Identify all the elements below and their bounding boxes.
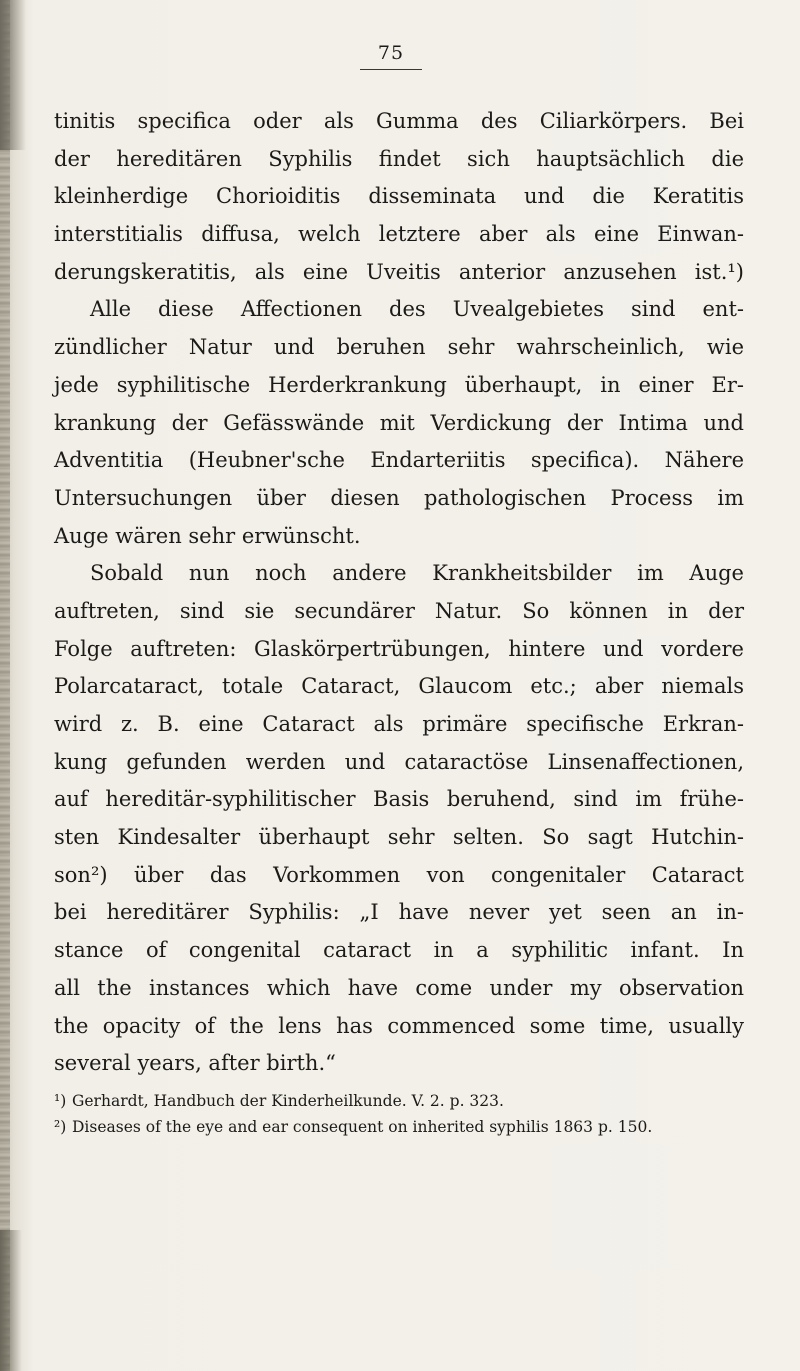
text-line: Sobald nun noch andere Krankheitsbilder im Auge — [90, 561, 744, 586]
text-line: kleinherdige Chorioiditis disseminata und die Keratitis — [54, 184, 744, 209]
text-line: sten Kindesalter überhaupt sehr selten. So sagt Hutchin- — [54, 825, 744, 850]
text-line: stance of congenital cataract in a syphilitic infant. In — [54, 938, 744, 963]
text-line: several years, after birth.“ — [54, 1051, 336, 1076]
binding-shadow-bottom — [0, 1230, 22, 1371]
footnote-text: Gerhardt, Handbuch der Kinderheilkunde. V. 2. p. 323. — [72, 1092, 504, 1110]
footnote — [54, 1114, 744, 1140]
text-line: Auge wären sehr erwünscht. — [54, 523, 361, 548]
text-line: Alle diese Affectionen des Uvealgebietes sind ent- — [90, 297, 744, 322]
text-line: auftreten, sind sie secundärer Natur. So können in der — [54, 598, 744, 623]
text-line: tinitis specifica oder als Gumma des Ciliarkörpers. Bei — [54, 109, 744, 133]
text-line: Untersuchungen über diesen pathologischen Process im — [54, 485, 744, 510]
text-line: wird z. B. eine Cataract als primäre specifische Erkran- — [54, 712, 744, 736]
text-line: Adventitia (Heubner'sche Endarteriitis specifica). Nähere — [54, 448, 744, 473]
page-number: 75 — [377, 42, 405, 64]
text-line: jede syphilitische Herderkrankung überhaupt, in einer Er- — [54, 372, 744, 397]
footnote-marker: ²) — [54, 1118, 67, 1136]
page-number-rule — [360, 69, 422, 70]
text-line: son²) über das Vorkommen von congenitaler Cataract — [54, 862, 744, 887]
footnote-marker: ¹) — [54, 1092, 67, 1110]
text-line: derungskeratitis, als eine Uveitis anterior anzusehen ist.¹) — [54, 259, 744, 284]
footnotes — [54, 1088, 744, 1140]
text-line: bei hereditärer Syphilis: „I have never yet seen an in- — [54, 900, 744, 925]
text-line: der hereditären Syphilis findet sich hauptsächlich die — [54, 146, 744, 171]
text-line: auf hereditär-syphilitischer Basis beruhend, sind im frühe- — [54, 787, 744, 812]
text-line: zündlicher Natur und beruhen sehr wahrscheinlich, wie — [54, 335, 744, 360]
text-line: interstitialis diffusa, welch letztere aber als eine Einwan- — [54, 222, 744, 247]
text-line: kung gefunden werden und cataractöse Linsenaffectionen, — [54, 749, 744, 774]
text-line: krankung der Gefässwände mit Verdickung der Intima und — [54, 410, 744, 435]
text-line: Polarcataract, totale Cataract, Glaucom etc.; aber niemals — [54, 674, 744, 699]
footnote-text: Diseases of the eye and ear consequent on inherited syphilis 1863 p. 150. — [72, 1118, 653, 1136]
text-line: Folge auftreten: Glaskörpertrübungen, hintere und vordere — [54, 636, 744, 661]
binding-shadow-top — [0, 0, 26, 150]
body-text — [54, 103, 744, 1083]
binding-edge — [0, 0, 10, 1371]
text-line: the opacity of the lens has commenced some time, usually — [54, 1013, 744, 1038]
footnote — [54, 1088, 744, 1114]
text-line: all the instances which have come under my observation — [54, 975, 744, 1000]
